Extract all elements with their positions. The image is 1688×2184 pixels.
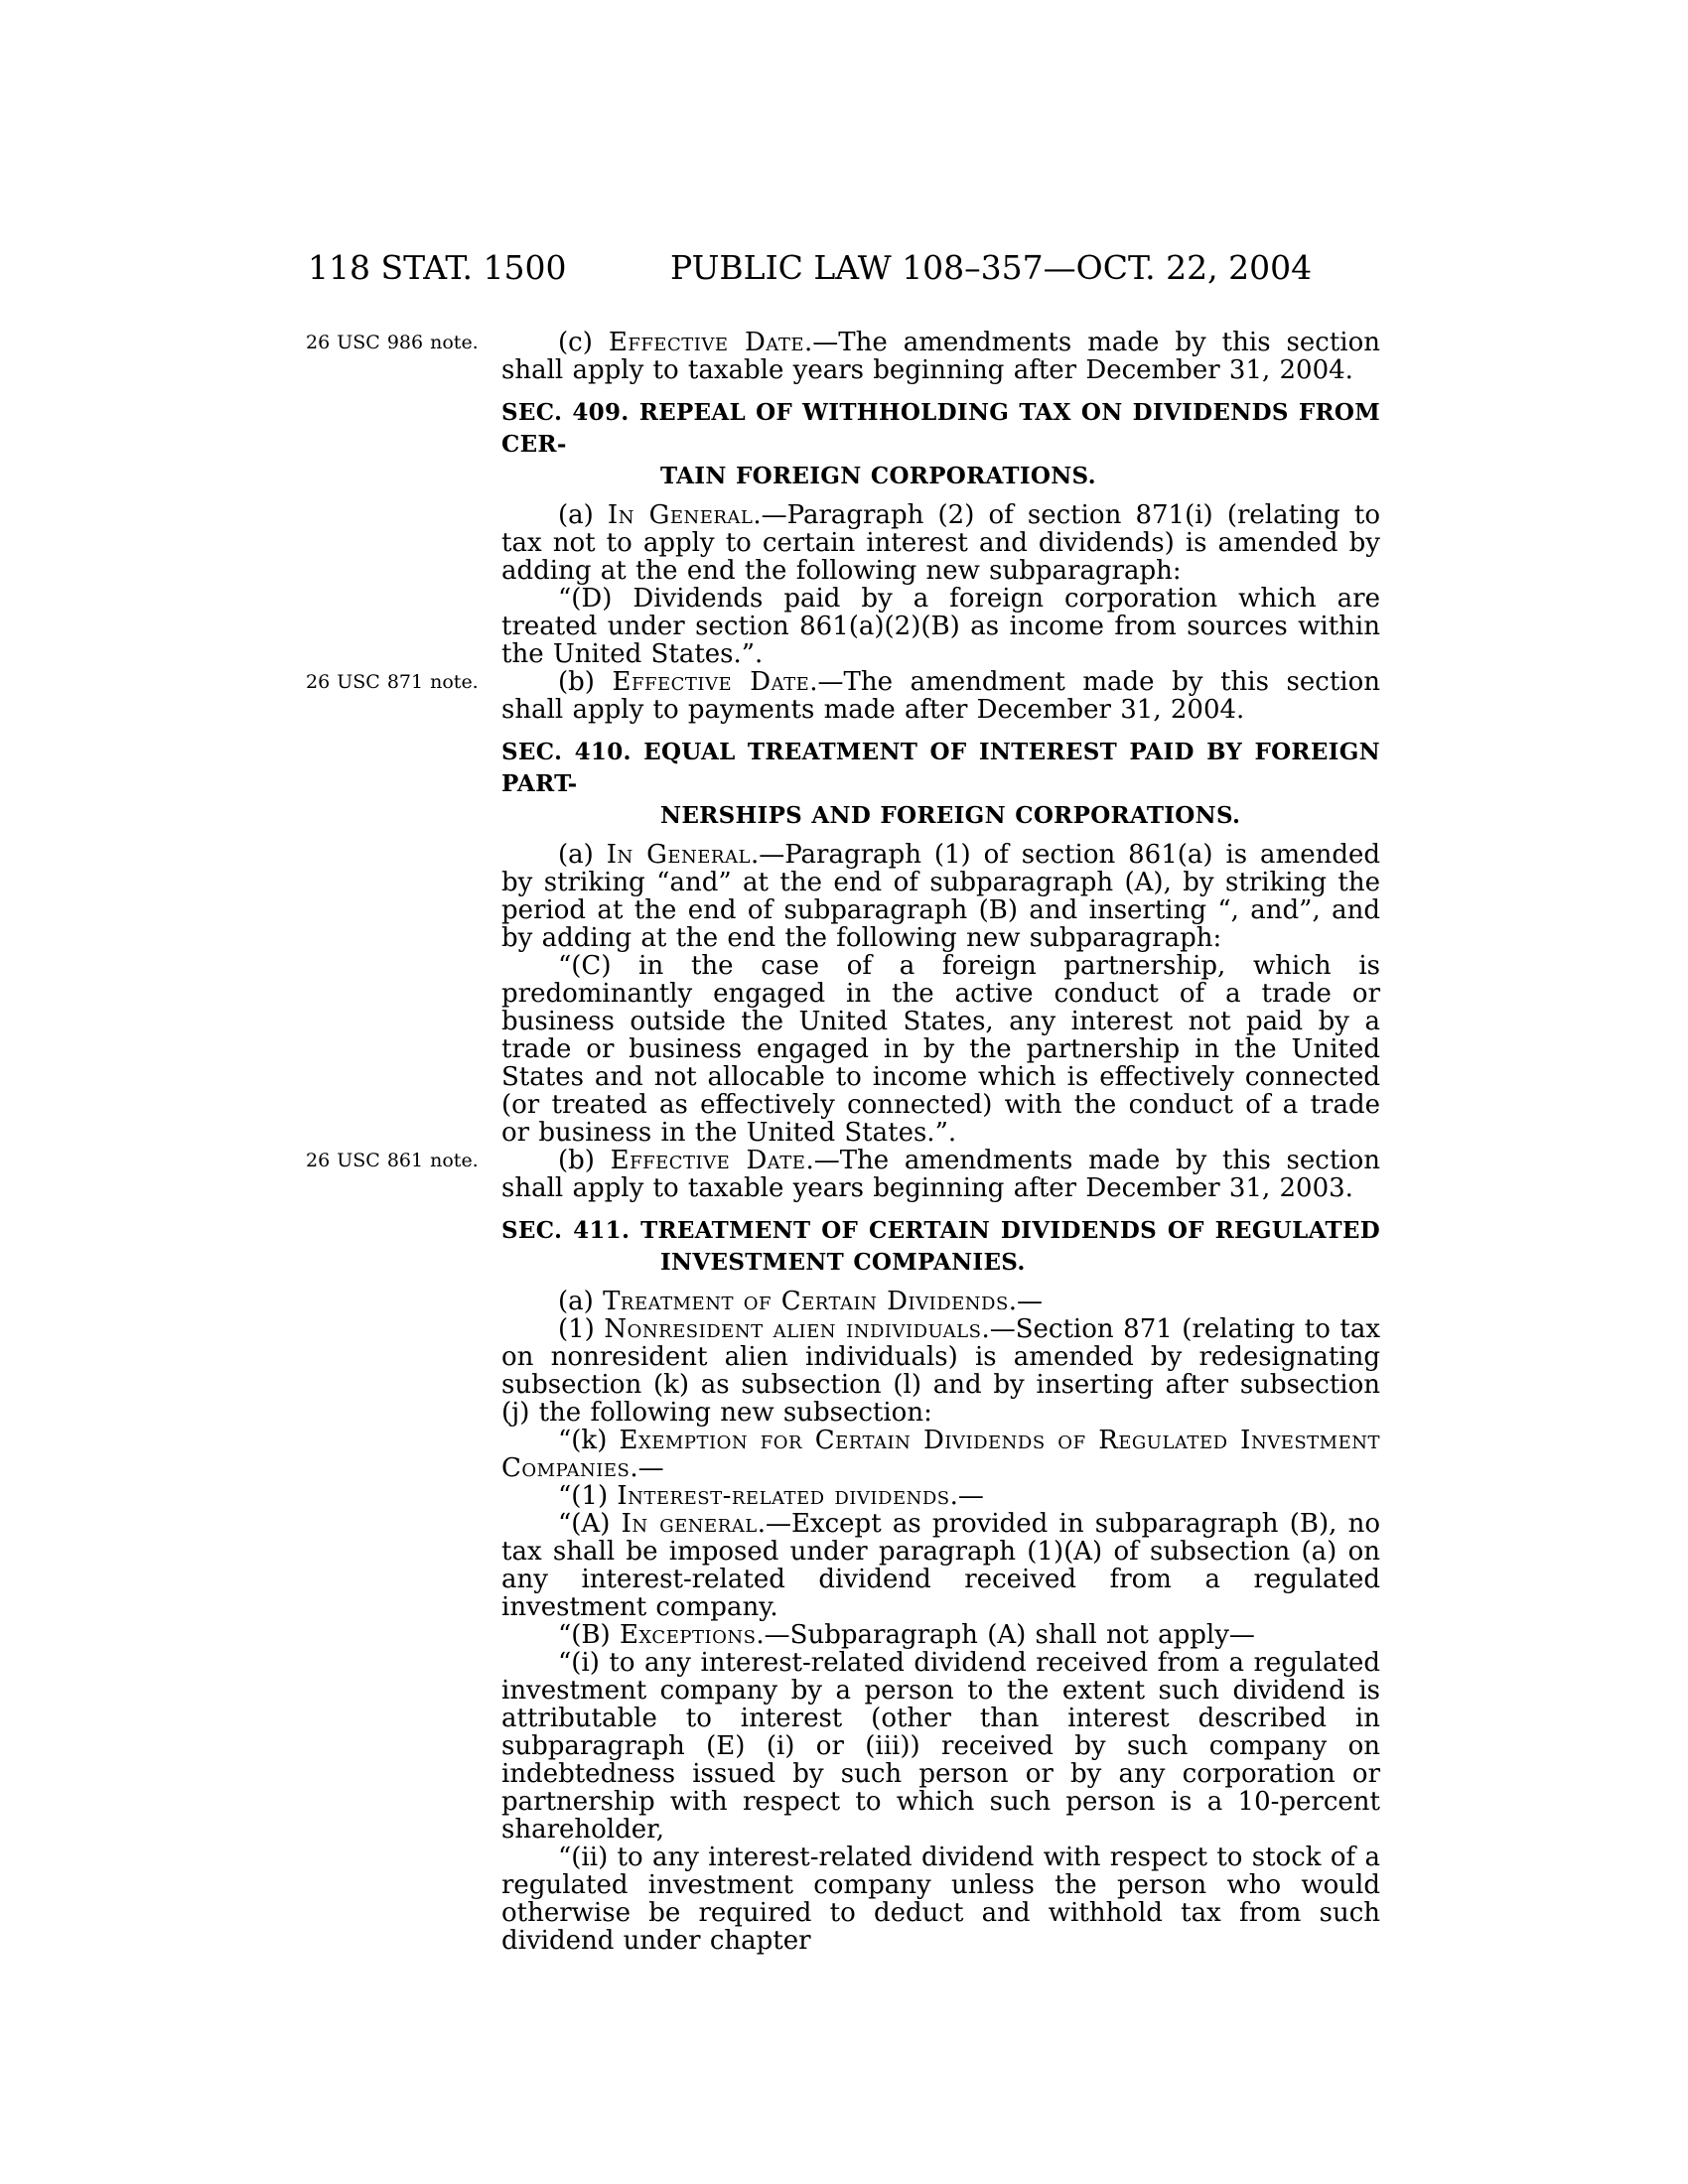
- smallcaps-heading: In General: [606, 840, 751, 870]
- sec-411-heading: [501, 1215, 1380, 1279]
- para-411-kA-in-general: [501, 1510, 1380, 1621]
- smallcaps-heading: Effective Date: [612, 667, 810, 697]
- smallcaps-heading: Nonresident alien individuals: [604, 1314, 982, 1344]
- para-label: (a): [558, 500, 608, 530]
- para-text: .—Section 871 (relating to tax on nonresident alien individuals) is amended by redesignating subsection (k) as subsection (l) and by inserting after subsection (j) the following new subsection:: [501, 1314, 1381, 1428]
- para-label: (c): [558, 328, 609, 357]
- para-label: (b): [558, 1146, 611, 1175]
- para-label: (a): [558, 1287, 604, 1316]
- para-label: (1): [558, 1314, 605, 1344]
- smallcaps-heading: Treatment of Certain Dividends: [603, 1287, 1009, 1316]
- para-411-k-exemption: [501, 1427, 1380, 1482]
- smallcaps-heading: Interest-related dividends: [617, 1481, 950, 1511]
- para-409-quoted-subpara-D: [501, 585, 1380, 668]
- para-label: “(A): [558, 1509, 622, 1539]
- para-409-a-in-general: [501, 501, 1380, 585]
- para-text: “(D) Dividends paid by a foreign corporation which are treated under section 861(a)(2)(B) as income from sources within the United States.”.: [501, 584, 1380, 669]
- para-label: (a): [558, 840, 607, 870]
- smallcaps-heading: Effective Date: [610, 1146, 806, 1175]
- para-text: “(i) to any interest-related dividend received from a regulated investment company by a person to the extent such dividend is attributable to interest (other than interest described in subparagraph (E) (i) or (iii)) received by such company on indebtedness issued by such person or by any corporation or partnership with respect to which such person is a 10-percent shareholder,: [501, 1648, 1380, 1844]
- para-label: “(B): [558, 1620, 620, 1650]
- statute-text-column: [306, 328, 1381, 1956]
- smallcaps-heading: Effective Date: [608, 328, 804, 357]
- para-411-a1-nonresident-aliens: [501, 1315, 1380, 1427]
- smallcaps-heading: Exceptions: [619, 1620, 757, 1650]
- para-411-kB-clause-ii: [501, 1843, 1380, 1955]
- para-409-b-effective-date: [306, 667, 1380, 725]
- para-text: .—: [949, 1481, 984, 1511]
- page-header: [0, 250, 1688, 290]
- para-text: “(ii) to any interest-related dividend with respect to stock of a regulated investment company unless the person who would otherwise be required to deduct and withhold tax from such dividend under chapter: [501, 1843, 1380, 1956]
- heading-line-1: SEC. 410. EQUAL TREATMENT OF INTEREST PAID BY FOREIGN PART-: [501, 739, 1380, 797]
- margin-note-usc-861: 26 USC 861 note.: [306, 1150, 479, 1171]
- stat-page-citation: 118 STAT. 1500: [308, 248, 567, 287]
- public-law-citation: PUBLIC LAW 108–357—OCT. 22, 2004: [670, 248, 1313, 287]
- para-label: “(k): [558, 1426, 620, 1455]
- para-410-a-in-general: [501, 841, 1380, 952]
- heading-line-2: INVESTMENT COMPANIES.: [660, 1249, 1026, 1276]
- para-text: .—The amendments made by this section shall apply to taxable years beginning after December 31, 2003.: [501, 1146, 1380, 1203]
- para-text: .—The amendments made by this section shall apply to taxable years beginning after December 31, 2004.: [501, 328, 1380, 385]
- para-411-k1-interest-related: [501, 1482, 1380, 1510]
- para-text: .—The amendment made by this section shall apply to payments made after December 31, 2004.: [501, 667, 1380, 725]
- smallcaps-heading: Exemption for Certain Dividends of Regulated Investment Companies: [501, 1426, 1380, 1483]
- sec-410-heading: [501, 737, 1380, 832]
- para-411-kB-clause-i: [501, 1649, 1380, 1843]
- margin-note-usc-871: 26 USC 871 note.: [306, 671, 479, 693]
- heading-line-2: TAIN FOREIGN CORPORATIONS.: [660, 463, 1096, 489]
- para-text: .—Paragraph (1) of section 861(a) is amended by striking “and” at the end of subparagraph (A), by striking the period at the end of subparagraph (B) and inserting “, and”, and by adding at the end the following new subparagraph:: [501, 840, 1380, 953]
- sec-409-heading: [501, 397, 1380, 492]
- para-410-b-effective-date: [306, 1146, 1380, 1203]
- margin-note-usc-986: 26 USC 986 note.: [306, 332, 479, 353]
- smallcaps-heading: In General: [607, 500, 754, 530]
- para-text: .—Paragraph (2) of section 871(i) (relating to tax not to apply to certain interest and dividends) is amended by adding at the end the following new subparagraph:: [501, 500, 1380, 586]
- para-text: .—: [630, 1453, 664, 1483]
- heading-line-1: SEC. 411. TREATMENT OF CERTAIN DIVIDENDS OF REGULATED: [501, 1217, 1380, 1244]
- para-409-c-effective-date: [306, 328, 1380, 385]
- heading-line-2: NERSHIPS AND FOREIGN CORPORATIONS.: [660, 802, 1241, 829]
- smallcaps-heading: In general: [621, 1509, 758, 1539]
- para-label: (b): [558, 667, 613, 697]
- para-text: .—Except as provided in subparagraph (B), no tax shall be imposed under paragraph (1)(A) of subsection (a) on any interest-related dividend received from a regulated investment company.: [501, 1509, 1380, 1622]
- para-text: “(C) in the case of a foreign partnership, which is predominantly engaged in the active conduct of a trade or business outside the United States, any interest not paid by a trade or business engaged in by the partnership in the United States and not allocable to income which is effectively connected (or treated as effectively connected) with the conduct of a trade or business in the United States.”.: [501, 951, 1380, 1148]
- para-text: .—Subparagraph (A) shall not apply—: [756, 1620, 1255, 1650]
- para-411-a-treatment: [501, 1288, 1380, 1315]
- para-text: .—: [1008, 1287, 1044, 1316]
- para-label: “(1): [558, 1481, 618, 1511]
- heading-line-1: SEC. 409. REPEAL OF WITHHOLDING TAX ON DIVIDENDS FROM CER-: [501, 399, 1380, 458]
- para-411-kB-exceptions: [501, 1621, 1380, 1649]
- para-410-quoted-subpara-C: [501, 952, 1380, 1147]
